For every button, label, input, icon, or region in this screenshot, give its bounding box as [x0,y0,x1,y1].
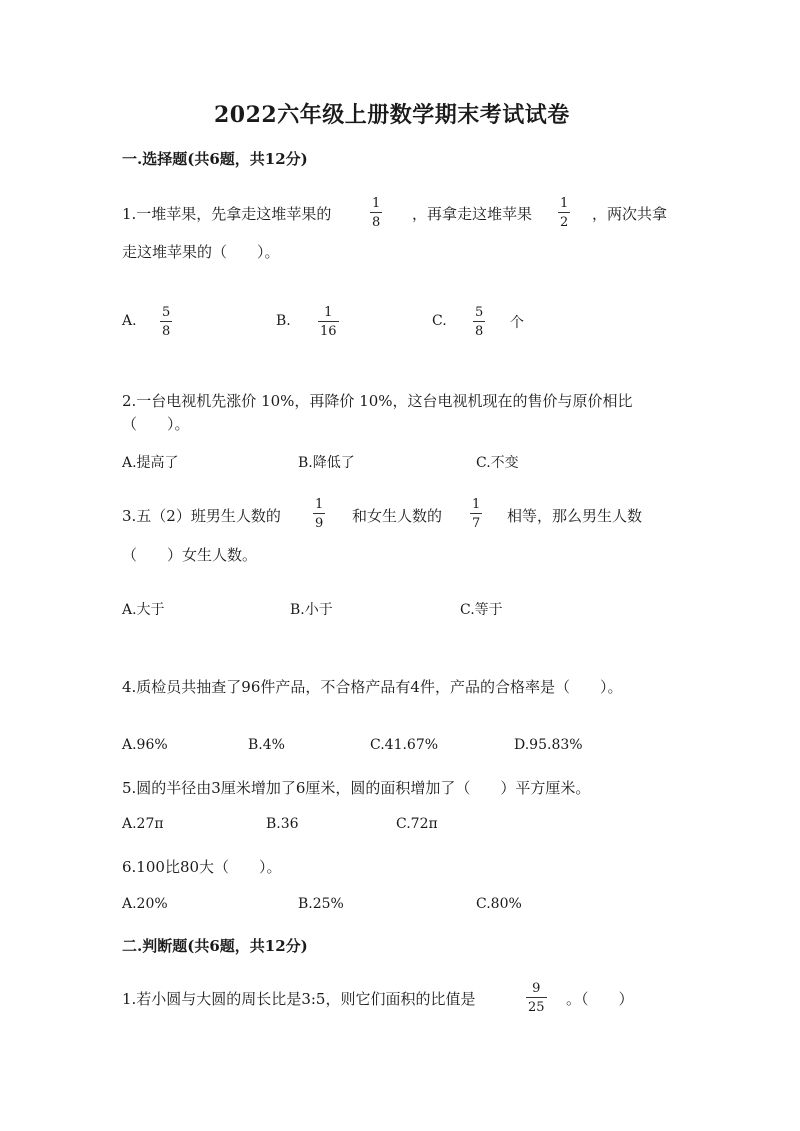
question-text: 。（ ） [566,990,634,1008]
question-text: 相等，那么男生人数 [507,507,643,525]
question-text: ，再拿走这堆苹果 [412,205,533,223]
question-text: 1.一堆苹果，先拿走这堆苹果的 [122,205,332,223]
option-c-suffix: 个 [510,315,524,331]
option-c: C.不变 [476,455,519,471]
denominator: 8 [372,215,381,230]
fraction [558,197,570,229]
question-text: ，两次共拿 [592,205,668,223]
section-heading-judgment: 二.判断题(共6题，共12分) [122,937,308,955]
numerator: 1 [324,305,333,320]
option-a: A.20% [122,896,168,912]
numerator: 9 [532,981,541,996]
numerator: 1 [315,497,324,512]
option-b-fraction [318,306,339,338]
numerator: 1 [560,196,569,211]
option-a-fraction [160,306,172,338]
question-text: 和女生人数的 [352,507,443,525]
option-b-label: B. [276,313,291,329]
option-c: C.72π [396,816,438,832]
option-c: C.41.67% [370,737,439,753]
question-text: 1.若小圆与大圆的周长比是3:5，则它们面积的比值是 [122,990,476,1008]
question-text: 5.圆的半径由3厘米增加了6厘米，圆的面积增加了（ ）平方厘米。 [122,779,591,797]
option-a: A.27π [122,816,164,832]
option-c-fraction [473,306,485,338]
fraction [370,197,382,229]
denominator: 9 [315,516,324,531]
option-a: A.96% [122,737,168,753]
denominator: 8 [162,324,171,339]
option-b: B.降低了 [298,455,355,471]
option-a: A.提高了 [122,455,179,471]
fraction [526,982,547,1014]
option-d: D.95.83% [514,737,583,753]
numerator: 5 [162,305,171,320]
numerator: 5 [475,305,484,320]
question-text: 2.一台电视机先涨价 10%，再降价 10%，这台电视机现在的售价与原价相比 [122,392,633,410]
question-text: 4.质检员共抽查了96件产品，不合格产品有4件，产品的合格率是（ ）。 [122,678,623,696]
denominator: 16 [320,324,337,339]
page-title: 2022六年级上册数学期末考试试卷 [214,102,570,128]
option-a: A.大于 [122,602,165,618]
denominator: 7 [472,516,481,531]
numerator: 1 [372,196,381,211]
option-b: B.小于 [290,602,333,618]
question-text: （ ）。 [122,415,190,433]
fraction [313,498,325,530]
question-text: 走这堆苹果的（ ）。 [122,243,280,261]
fraction [470,498,482,530]
denominator: 2 [560,215,569,230]
question-text: 3.五（2）班男生人数的 [122,507,281,525]
question-text: （ ）女生人数。 [122,546,258,564]
option-b: B.36 [266,816,299,832]
option-b: B.4% [248,737,285,753]
denominator: 8 [475,324,484,339]
question-text: 6.100比80大（ ）。 [122,858,282,876]
numerator: 1 [472,497,481,512]
option-b: B.25% [298,896,344,912]
denominator: 25 [528,1000,545,1015]
option-c: C.80% [476,896,522,912]
option-a-label: A. [122,313,137,329]
option-c-label: C. [432,313,447,329]
section-heading-choice: 一.选择题(共6题，共12分) [122,150,308,168]
option-c: C.等于 [460,602,503,618]
